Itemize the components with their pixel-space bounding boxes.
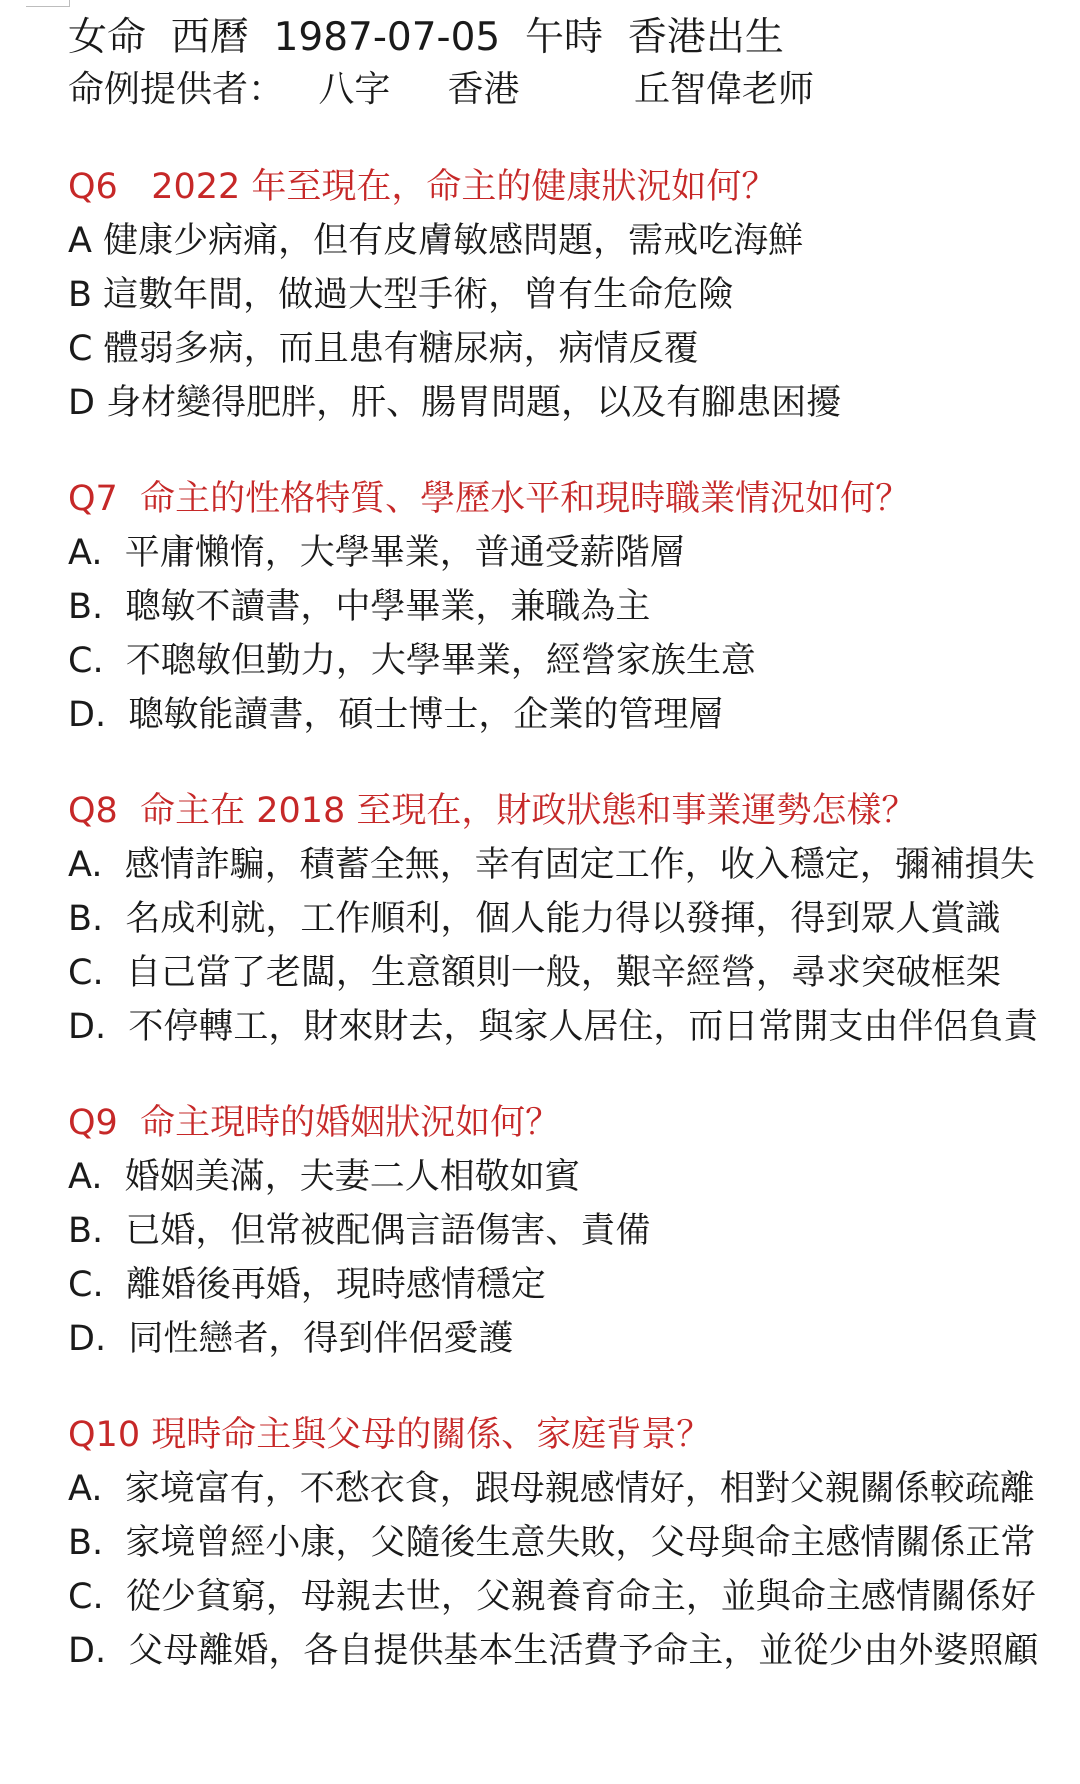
question-q10: Q10 現時命主與父母的關係、家庭背景？ [68, 1415, 712, 1455]
option-q6-d: D 身材變得肥胖，肝、腸胃問題，以及有腳患困擾 [68, 383, 842, 423]
option-q6-b: B 這數年間，做過大型手術，曾有生命危險 [68, 275, 734, 315]
page-corner-mark [26, 6, 70, 7]
option-q8-d: D. 不停轉工，財來財去，與家人居住，而日常開支由伴侶負責 [68, 1007, 1039, 1047]
question-block-q8 [68, 784, 1058, 1054]
option-q8-c: C. 自己當了老闆，生意額則一般，艱辛經營，尋求突破框架 [68, 953, 1001, 993]
question-block-q9 [68, 1096, 1058, 1366]
question-q6: Q6 2022 年至現在，命主的健康狀況如何？ [68, 167, 777, 207]
case-provider-line: 命例提供者： 八字 香港 丘智偉老师 [68, 69, 814, 110]
option-q9-c: C. 離婚後再婚，現時感情穩定 [68, 1265, 546, 1305]
option-q8-b: B. 名成利就，工作順利，個人能力得以發揮，得到眾人賞識 [68, 899, 1001, 939]
option-q6-a: A 健康少病痛，但有皮膚敏感問題，需戒吃海鮮 [68, 221, 804, 261]
option-q7-a: A. 平庸懶惰，大學畢業，普通受薪階層 [68, 533, 685, 573]
option-q8-a: A. 感情詐騙，積蓄全無，幸有固定工作，收入穩定，彌補損失 [68, 845, 1035, 885]
document-page [68, 12, 1058, 1678]
question-block-q10 [68, 1408, 1058, 1678]
question-q8: Q8 命主在 2018 至現在，財政狀態和事業運勢怎樣？ [68, 791, 917, 831]
option-q7-d: D. 聰敏能讀書，碩士博士，企業的管理層 [68, 695, 724, 735]
birth-info-header: 女命 西曆 1987-07-05 午時 香港出生 [68, 15, 784, 60]
option-q9-d: D. 同性戀者，得到伴侶愛護 [68, 1319, 514, 1359]
option-q10-d: D. 父母離婚，各自提供基本生活費予命主，並從少由外婆照顧 [68, 1631, 1039, 1671]
option-q7-c: C. 不聰敏但勤力，大學畢業，經營家族生意 [68, 641, 756, 681]
option-q10-b: B. 家境曾經小康，父隨後生意失敗，父母與命主感情關係正常 [68, 1523, 1036, 1563]
option-q10-c: C. 從少貧窮，母親去世，父親養育命主，並與命主感情關係好 [68, 1577, 1036, 1617]
question-q9: Q9 命主現時的婚姻狀況如何？ [68, 1103, 561, 1143]
option-q10-a: A. 家境富有，不愁衣食，跟母親感情好，相對父親關係較疏離 [68, 1469, 1035, 1509]
option-q9-b: B. 已婚，但常被配偶言語傷害、責備 [68, 1211, 651, 1251]
option-q9-a: A. 婚姻美滿，夫妻二人相敬如賓 [68, 1157, 580, 1197]
question-block-q6 [68, 160, 1058, 430]
question-q7: Q7 命主的性格特質、學歷水平和現時職業情況如何？ [68, 479, 911, 519]
option-q7-b: B. 聰敏不讀書，中學畢業，兼職為主 [68, 587, 651, 627]
question-block-q7 [68, 472, 1058, 742]
option-q6-c: C 體弱多病，而且患有糖尿病，病情反覆 [68, 329, 699, 369]
